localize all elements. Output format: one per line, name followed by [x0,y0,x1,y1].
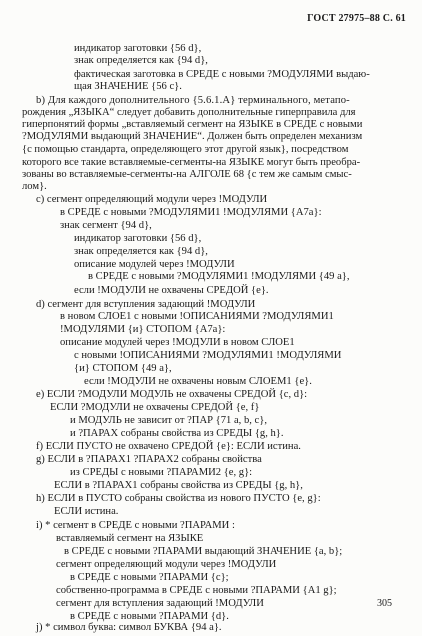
text-line: b) Для каждого дополнительного {5.6.1.A} терминального, метапо- [36,95,350,106]
text-line: щая ЗНАЧЕНИЕ {56 c}. [74,81,182,92]
text-line: в СРЕДЕ с новыми ?ПАРАМИ {c}; [70,572,229,583]
text-line: гиперпонятий формы „вставляемый сегмент на ЯЗЫКЕ в СРЕДЕ с новыми [22,119,363,130]
text-line: {с помощью стандарта, определяющего этот другой язык}, посредством [22,144,349,155]
text-line: j) * символ буква: символ БУКВА {94 a}. [36,622,222,633]
text-line: i) * сегмент в СРЕДЕ с новыми ?ПАРАМИ : [36,520,235,531]
page-header: ГОСТ 27975–88 С. 61 [307,13,406,24]
text-line: в СРЕДЕ с новыми ?МОДУЛЯМИ1 !МОДУЛЯМИ {49 a}, [88,271,350,282]
text-line: в новом СЛОЕ1 с новыми !ОПИСАНИЯМИ ?МОДУЛЯМИ1 [60,311,334,322]
text-line: ?МОДУЛЯМИ выдающий ЗНАЧЕНИЕ“. Должен быть определен механизм [22,131,363,142]
text-line: ЕСЛИ истина. [54,506,119,517]
text-line: описание модулей через !МОДУЛИ в новом СЛОЕ1 [60,337,295,348]
text-line: описание модулей через !МОДУЛИ [74,259,235,270]
text-line: сегмент для вступления задающий !МОДУЛИ [56,598,264,609]
text-line: ЕСЛИ ?МОДУЛИ не охвачены СРЕДОЙ {e, f} [50,402,260,413]
text-line: сегмент определяющий модули через !МОДУЛИ [56,559,277,570]
text-line: и ?ПАРАХ собраны свойства из СРЕДЫ {g, h}. [70,428,284,439]
page-number: 305 [377,598,392,609]
text-line: знак определяется как {94 d}, [74,246,208,257]
text-line: ЕСЛИ в ?ПАРАХ1 собраны свойства из СРЕДЫ {g, h}, [54,480,303,491]
text-line: если !МОДУЛИ не охвачены новым СЛОЕМ1 {e}. [84,376,312,387]
text-line: !МОДУЛЯМИ {и} СТОПОМ {A7a}: [60,324,226,335]
text-line: f) ЕСЛИ ПУСТО не охвачено СРЕДОЙ {e}: ЕСЛИ истина. [36,441,301,452]
text-line: фактическая заготовка в СРЕДЕ с новыми ?МОДУЛЯМИ выдаю- [74,69,370,80]
text-line: индикатор заготовки {56 d}, [74,43,202,54]
text-line: собственно-программа в СРЕДЕ с новыми ?ПАРАМИ {A1 g}; [56,585,337,596]
text-line: вставляемый сегмент на ЯЗЫКЕ [56,533,204,544]
text-line: g) ЕСЛИ в ?ПАРАХ1 ?ПАРАХ2 собраны свойства [36,454,262,465]
text-line: d) сегмент для вступления задающий !МОДУЛИ [36,299,256,310]
text-line: e) ЕСЛИ ?МОДУЛИ МОДУЛЬ не охвачены СРЕДОЙ {с, d}: [36,389,308,400]
text-line: знак сегмент {94 d}, [60,220,152,231]
text-line: с новыми !ОПИСАНИЯМИ ?МОДУЛЯМИ1 !МОДУЛЯМИ [74,350,342,361]
text-line: h) ЕСЛИ в ПУСТО собраны свойства из нового ПУСТО {e, g}: [36,493,321,504]
text-line: индикатор заготовки {56 d}, [74,233,202,244]
text-line: из СРЕДЫ с новыми ?ПАРАМИ2 {e, g}: [70,467,253,478]
text-line: рождения „ЯЗЫКА“ следует добавить дополнительные гиперправила для [22,107,356,118]
text-line: зованы во вставляемые-сегменты-на АЛГОЛЕ 68 {с тем же самым смыс- [22,169,352,180]
text-line: лом}. [22,181,47,192]
text-line: {и} СТОПОМ {49 a}, [74,363,172,374]
text-line: которого все такие вставляемые-сегменты-на ЯЗЫКЕ могут быть преобра- [22,157,361,168]
text-line: в СРЕДЕ с новыми ?ПАРАМИ {d}. [70,611,229,622]
text-line: если !МОДУЛИ не охвачены СРЕДОЙ {e}. [74,285,269,296]
text-line: в СРЕДЕ с новыми ?МОДУЛЯМИ1 !МОДУЛЯМИ {A7a}: [60,207,322,218]
text-line: и МОДУЛЬ не зависит от ?ПАР {71 a, b, c}, [70,415,267,426]
text-line: знак определяется как {94 d}, [74,55,208,66]
text-line: c) сегмент определяющий модули через !МОДУЛИ [36,194,268,205]
text-line: в СРЕДЕ с новыми ?ПАРАМИ выдающий ЗНАЧЕНИЕ {a, b}; [64,546,343,557]
